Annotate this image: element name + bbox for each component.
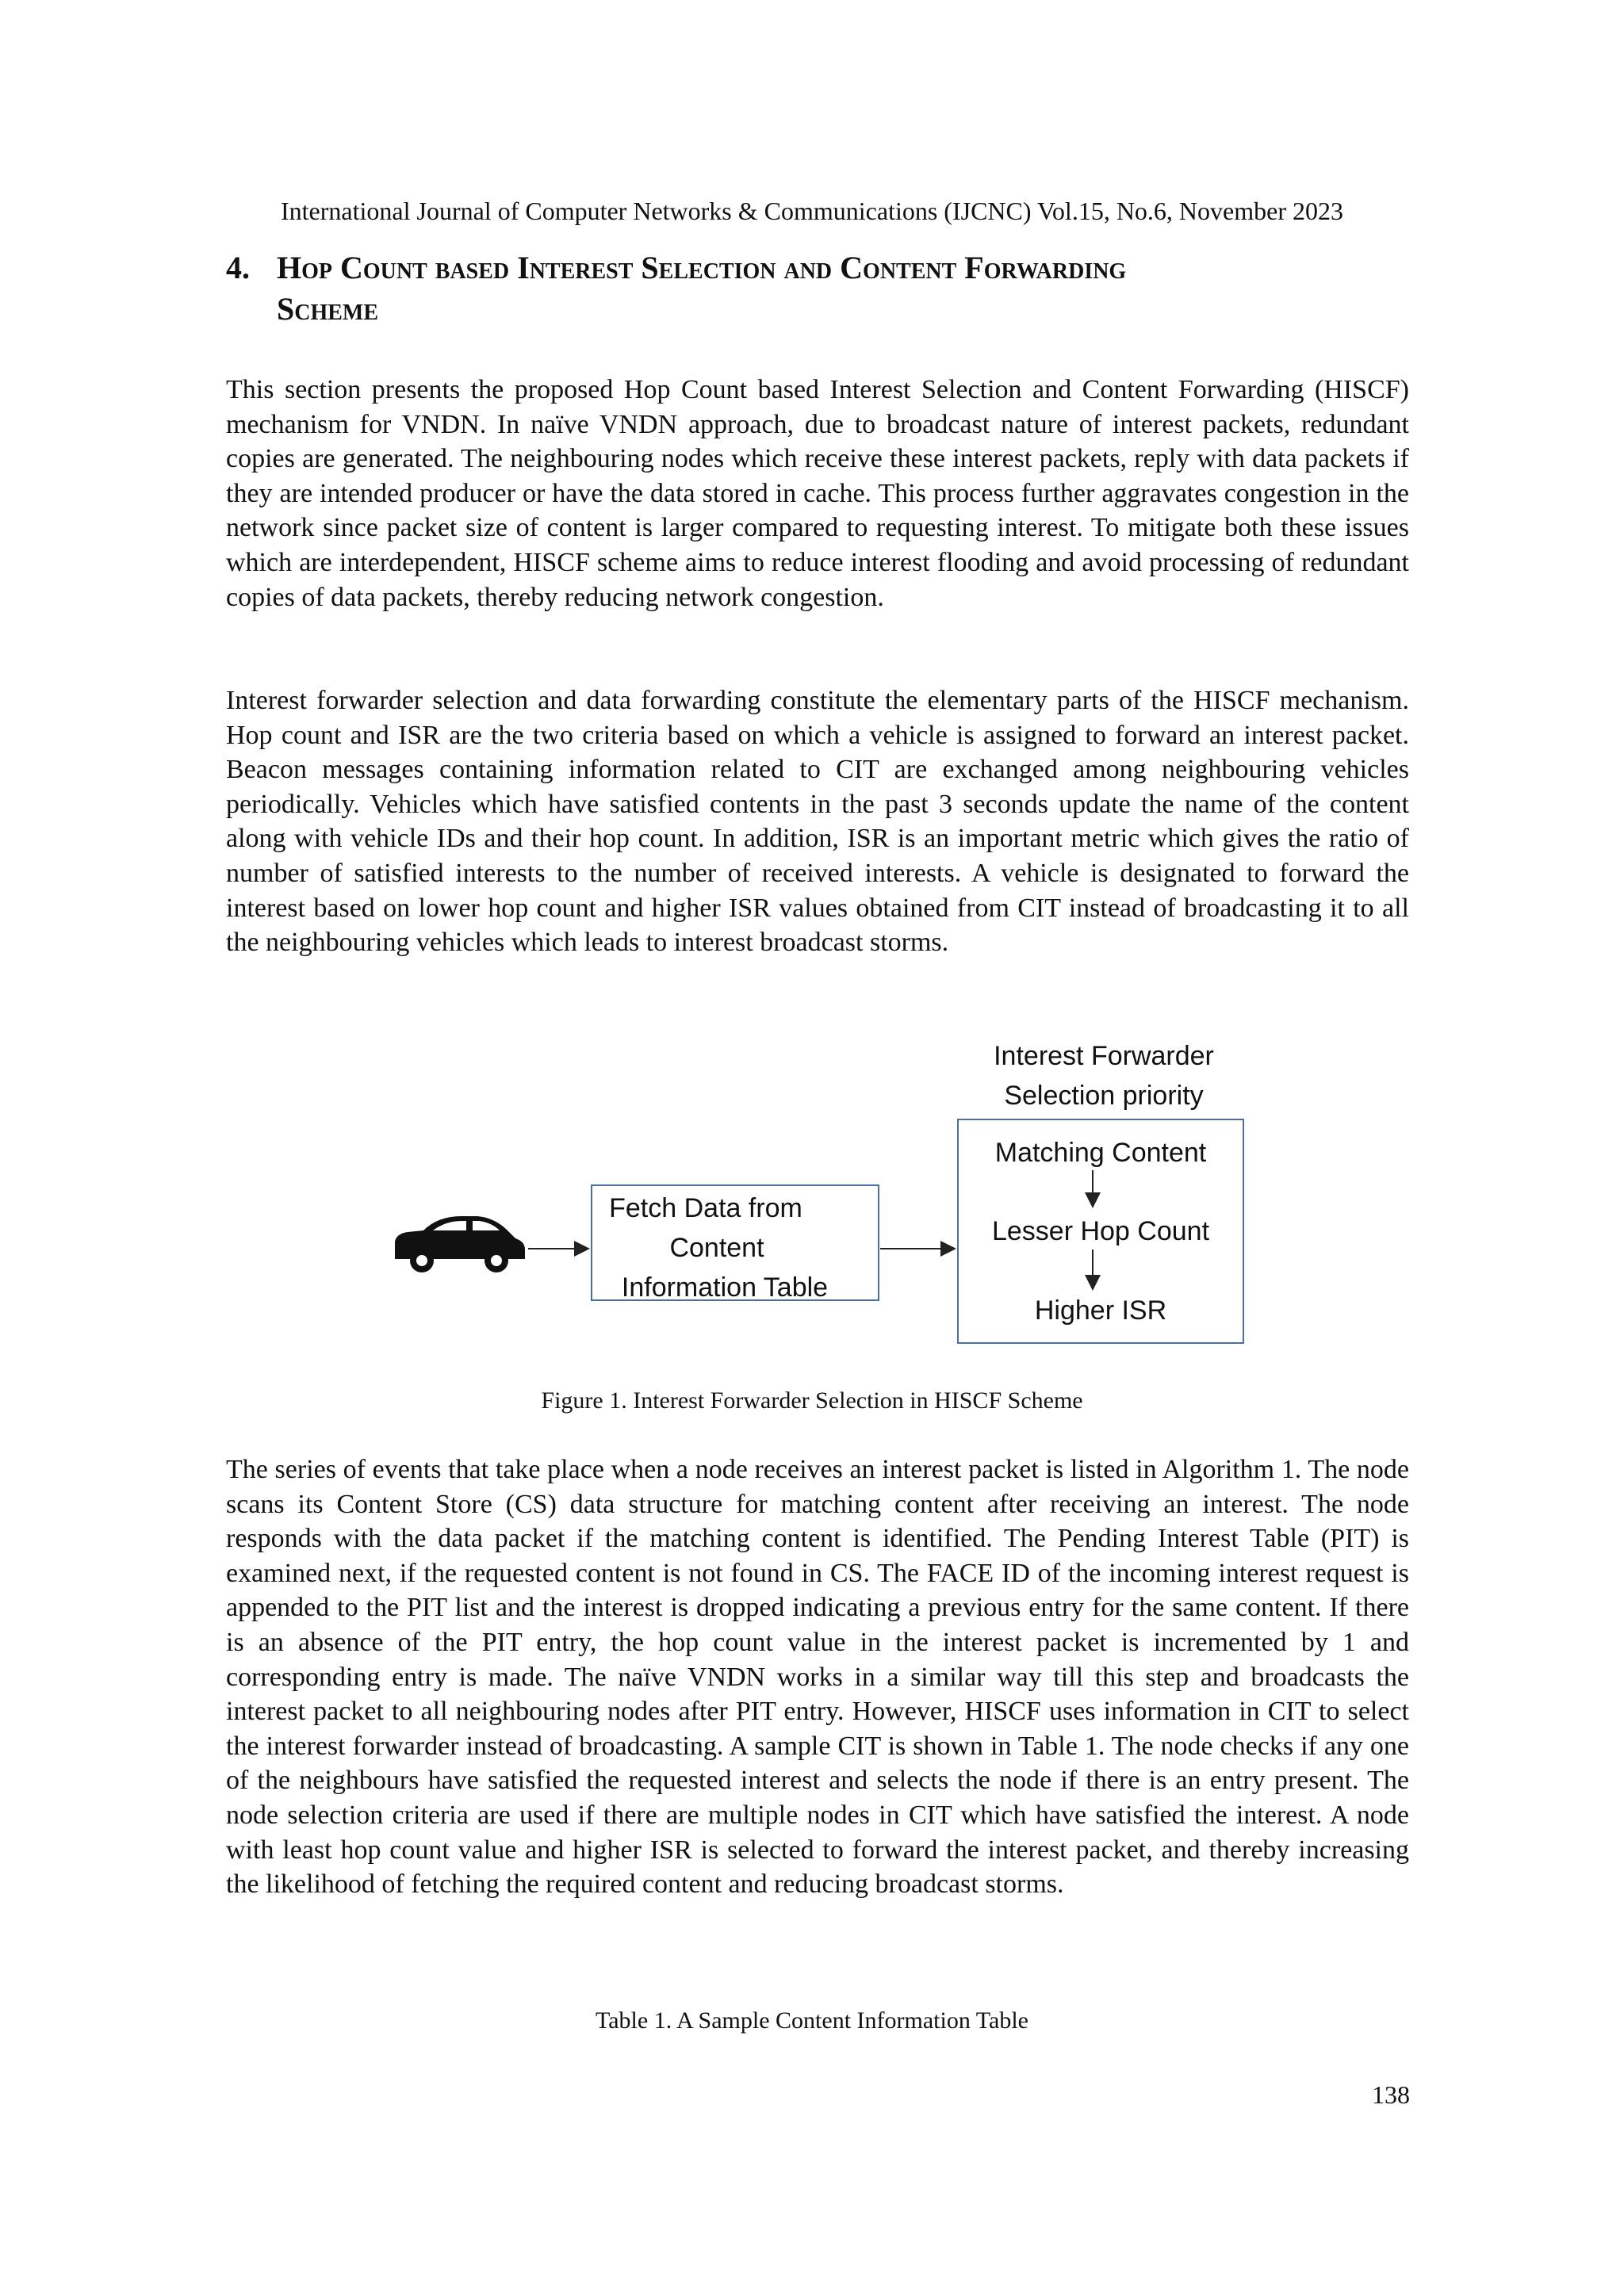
- section-heading-line1: [226, 247, 1415, 289]
- paragraph-1: This section presents the proposed Hop Count based Interest Selection and Content Forwarding (HISCF) mechanism for VNDN. In naïve VNDN approach, due to broadcast nature of interest packets, redundant copies are generated. The neighbouring nodes which receive these interest packets, reply with data packets if they are intended producer or have the data stored in cache. This process further aggravates congestion in the network since packet size of content is larger compared to requesting interest. To mitigate both these issues which are interdependent, HISCF scheme aims to reduce interest flooding and avoid processing of redundant copies of data packets, thereby reducing network congestion.: [226, 375, 1409, 612]
- paragraph-2: Interest forwarder selection and data forwarding constitute the elementary parts of the HISCF mechanism. Hop count and ISR are the two criteria based on which a vehicle is assigned to forward an interest packet. Beacon messages containing information related to CIT are exchanged among neighbouring vehicles periodically. Vehicles which have satisfied contents in the past 3 seconds update the name of the content along with vehicle IDs and their hop count. In addition, ISR is an important metric which gives the ratio of number of satisfied interests to the number of received interests. A vehicle is designated to forward the interest based on lower hop count and higher ISR values obtained from CIT instead of broadcasting it to all the neighbouring vehicles which leads to interest broadcast storms.: [226, 686, 1409, 958]
- section-number: 4.: [226, 250, 250, 285]
- figure-caption: Figure 1. Interest Forwarder Selection in HISCF Scheme: [541, 1387, 1083, 1414]
- section-title-line2: Scheme: [277, 291, 379, 327]
- priority-item-isr: Higher ISR: [1034, 1295, 1167, 1326]
- figure-1: [373, 1031, 1261, 1364]
- fetch-box-line-3: Information Table: [621, 1272, 829, 1303]
- priority-title-line-1: Interest Forwarder: [994, 1041, 1214, 1071]
- fetch-box-line-1: Fetch Data from: [609, 1193, 802, 1223]
- section-title: Hop Count based Interest Selection and Content Forwarding: [277, 250, 1127, 285]
- section-heading: [226, 247, 1415, 330]
- running-header: International Journal of Computer Networks & Communications (IJCNC) Vol.15, No.6, November 2023: [281, 197, 1343, 225]
- fetch-box-line-2: Content: [669, 1233, 764, 1263]
- priority-item-hop: Lesser Hop Count: [991, 1216, 1210, 1246]
- table-caption: Table 1. A Sample Content Information Table: [596, 2007, 1028, 2034]
- paragraph-3: The series of events that take place when a node receives an interest packet is listed in Algorithm 1. The node scans its Content Store (CS) data structure for matching content after receiving an interest. The node responds with the data packet if the matching content is identified. The Pending Interest Table (PIT) is examined next, if the requested content is not found in CS. The FACE ID of the incoming interest request is appended to the PIT list and the interest is dropped indicating a previous entry for the same content. If there is an absence of the PIT entry, the hop count value in the interest packet is incremented by 1 and corresponding entry is made. The naïve VNDN works in a similar way till this step and broadcasts the interest packet to all neighbouring nodes after PIT entry. However, HISCF uses information in CIT to select the interest forwarder instead of broadcasting. A sample CIT is shown in Table 1. The node checks if any one of the neighbours have satisfied the requested interest and selects the node if there is an entry present. The node selection criteria are used if there are multiple nodes in CIT which have satisfied the interest. A node with least hop count value and higher ISR is selected to forward the interest packet, and thereby increasing the likelihood of fetching the required content and reducing broadcast storms.: [226, 1455, 1409, 1900]
- priority-title-line-2: Selection priority: [1004, 1081, 1204, 1111]
- page-number: 138: [1372, 2080, 1410, 2109]
- priority-item-matching: Matching Content: [994, 1138, 1207, 1168]
- car-icon: [395, 1216, 525, 1272]
